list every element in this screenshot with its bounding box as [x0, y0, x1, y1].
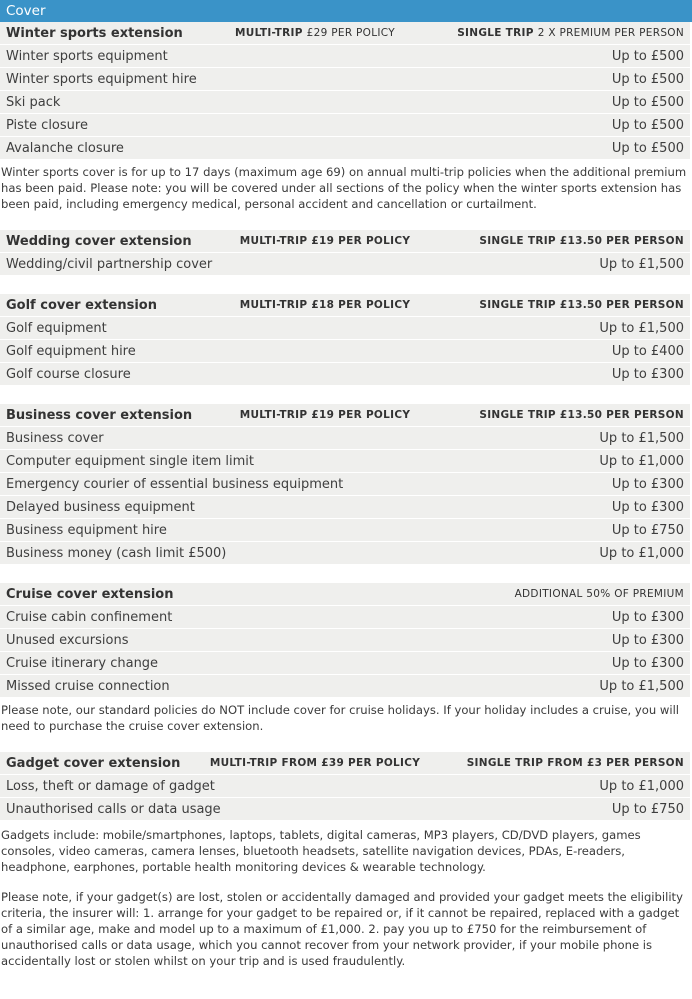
cover-item: Missed cruise connection: [0, 675, 440, 698]
multi-trip-label: MULTI-TRIP: [239, 299, 308, 311]
winter-sports-title-row: [0, 22, 690, 45]
cover-limit: Up to £750: [440, 519, 690, 542]
table-row: [0, 775, 690, 798]
single-trip-value: 2 X PREMIUM PER PERSON: [537, 27, 684, 39]
cover-limit: Up to £300: [440, 606, 690, 629]
table-row: [0, 45, 690, 68]
cover-limit: Up to £500: [430, 68, 690, 91]
cover-item: Avalanche closure: [0, 137, 430, 160]
cruise-premium: ADDITIONAL 50% OF PREMIUM: [440, 583, 690, 606]
table-row: [0, 450, 690, 473]
multi-trip-value: £19 PER POLICY: [311, 409, 411, 421]
cover-item: Unauthorised calls or data usage: [0, 798, 440, 821]
gadget-table: [0, 752, 690, 821]
cover-item: Business equipment hire: [0, 519, 440, 542]
table-row: [0, 675, 690, 698]
cover-item: Golf equipment: [0, 317, 440, 340]
empty-cell: [210, 583, 440, 606]
multi-trip-label: MULTI-TRIP: [209, 757, 278, 769]
table-row: [0, 253, 690, 276]
wedding-title: Wedding cover extension: [0, 230, 210, 253]
cruise-note: Please note, our standard policies do NOT include cover for cruise holidays. If your holiday includes a cruise, you will need to purchase the cruise cover extension.: [1, 703, 680, 733]
golf-title-row: [0, 294, 690, 317]
gadget-title-row: [0, 752, 690, 775]
table-row: [0, 629, 690, 652]
cover-item: Winter sports equipment hire: [0, 68, 430, 91]
cruise-table: [0, 583, 690, 698]
golf-multi-trip-price: [210, 294, 440, 317]
multi-trip-value: £29 PER POLICY: [306, 27, 395, 39]
cover-limit: Up to £1,500: [440, 427, 690, 450]
table-row: [0, 519, 690, 542]
cover-item: Golf equipment hire: [0, 340, 440, 363]
cover-limit: Up to £500: [430, 45, 690, 68]
business-single-trip-price: [440, 404, 690, 427]
table-row: [0, 606, 690, 629]
cover-item: Emergency courier of essential business equipment: [0, 473, 440, 496]
table-row: [0, 542, 690, 565]
gadget-claims-note: Please note, if your gadget(s) are lost, stolen or accidentally damaged and provided your gadget meets the eligibility criteria, the insurer will: 1. arrange for your gadget to be repaired or, if it cannot be repaired, replaced with a gadget of a similar age, make and model up to a maximum of £1,000. 2. pay you up to £750 for the reimbursement of unauthorised calls or data usage, which you cannot recover from your network provider, if your mobile phone is accidentally lost or stolen whilst on your trip and is used fraudulently.: [1, 890, 683, 968]
cover-limit: Up to £1,000: [440, 542, 690, 565]
multi-trip-value: FROM £39 PER POLICY: [281, 757, 421, 769]
cover-limit: Up to £1,000: [440, 775, 690, 798]
golf-single-trip-price: [440, 294, 690, 317]
multi-trip-label: MULTI-TRIP: [235, 27, 303, 39]
business-title: Business cover extension: [0, 404, 210, 427]
cover-limit: Up to £1,000: [440, 450, 690, 473]
cover-limit: Up to £300: [440, 652, 690, 675]
winter-single-trip-price: [430, 22, 690, 45]
single-trip-label: SINGLE TRIP: [457, 27, 534, 39]
wedding-multi-trip-price: [210, 230, 440, 253]
cover-item: Loss, theft or damage of gadget: [0, 775, 440, 798]
cover-item: Business cover: [0, 427, 440, 450]
table-row: [0, 137, 690, 160]
multi-trip-value: £18 PER POLICY: [311, 299, 411, 311]
cover-item: Wedding/civil partnership cover: [0, 253, 440, 276]
gadget-list-note: Gadgets include: mobile/smartphones, laptops, tablets, digital cameras, MP3 players, CD/DVD players, games consoles, video cameras, camera lenses, bluetooth headsets, satellite navigation devices, PDAs, E-readers, headphone, earphones, portable health monitoring devices & wearable technology.: [1, 828, 641, 874]
cover-header: Cover: [0, 0, 692, 22]
cover-item: Golf course closure: [0, 363, 440, 386]
cover-item: Business money (cash limit £500): [0, 542, 440, 565]
cover-item: Cruise cabin confinement: [0, 606, 440, 629]
cover-limit: Up to £750: [440, 798, 690, 821]
single-trip-label: SINGLE TRIP: [479, 299, 556, 311]
table-row: [0, 68, 690, 91]
table-row: [0, 340, 690, 363]
cover-item: Delayed business equipment: [0, 496, 440, 519]
multi-trip-label: MULTI-TRIP: [239, 235, 308, 247]
business-title-row: [0, 404, 690, 427]
cover-limit: Up to £1,500: [440, 317, 690, 340]
single-trip-value: £13.50 PER PERSON: [559, 409, 684, 421]
table-row: [0, 652, 690, 675]
gadget-title: Gadget cover extension: [0, 752, 190, 775]
winter-multi-trip-price: [200, 22, 430, 45]
single-trip-value: £13.50 PER PERSON: [559, 235, 684, 247]
spacer: [0, 276, 692, 294]
business-table: [0, 404, 690, 565]
spacer: [0, 212, 692, 230]
golf-title: Golf cover extension: [0, 294, 210, 317]
cover-limit: Up to £1,500: [440, 253, 690, 276]
single-trip-label: SINGLE TRIP: [466, 757, 544, 769]
gadget-multi-trip-price: [190, 752, 440, 775]
table-row: [0, 798, 690, 821]
cover-item: Unused excursions: [0, 629, 440, 652]
cover-limit: Up to £400: [440, 340, 690, 363]
cover-limit: Up to £500: [430, 137, 690, 160]
table-row: [0, 496, 690, 519]
multi-trip-label: MULTI-TRIP: [239, 409, 308, 421]
golf-table: [0, 294, 690, 386]
cover-item: Piste closure: [0, 114, 430, 137]
cruise-title: Cruise cover extension: [0, 583, 210, 606]
single-trip-label: SINGLE TRIP: [479, 235, 556, 247]
spacer: [0, 734, 692, 752]
wedding-single-trip-price: [440, 230, 690, 253]
gadget-single-trip-price: [440, 752, 690, 775]
cover-item: Ski pack: [0, 91, 430, 114]
wedding-title-row: [0, 230, 690, 253]
spacer: [0, 875, 692, 885]
cover-item: Winter sports equipment: [0, 45, 430, 68]
table-row: [0, 91, 690, 114]
table-row: [0, 317, 690, 340]
cover-item: Computer equipment single item limit: [0, 450, 440, 473]
table-row: [0, 473, 690, 496]
cover-limit: Up to £300: [440, 363, 690, 386]
spacer: [0, 565, 692, 583]
cover-limit: Up to £300: [440, 473, 690, 496]
business-multi-trip-price: [210, 404, 440, 427]
winter-sports-note: Winter sports cover is for up to 17 days (maximum age 69) on annual multi-trip policies when the additional premium has been paid. Please note: you will be covered under all sections of the policy when the winter sports extension has been paid, including emergency medical, personal accident and cancellation or curtailment.: [1, 165, 687, 211]
cover-limit: Up to £1,500: [440, 675, 690, 698]
single-trip-label: SINGLE TRIP: [479, 409, 556, 421]
cruise-title-row: [0, 583, 690, 606]
winter-sports-table: [0, 22, 690, 160]
table-row: [0, 427, 690, 450]
table-row: [0, 114, 690, 137]
cover-item: Cruise itinerary change: [0, 652, 440, 675]
cover-limit: Up to £300: [440, 629, 690, 652]
multi-trip-value: £19 PER POLICY: [311, 235, 411, 247]
table-row: [0, 363, 690, 386]
single-trip-value: £13.50 PER PERSON: [559, 299, 684, 311]
spacer: [0, 386, 692, 404]
cover-limit: Up to £500: [430, 114, 690, 137]
wedding-table: [0, 230, 690, 276]
cover-limit: Up to £500: [430, 91, 690, 114]
single-trip-value: FROM £3 PER PERSON: [547, 757, 684, 769]
cover-limit: Up to £300: [440, 496, 690, 519]
winter-sports-title: Winter sports extension: [0, 22, 200, 45]
